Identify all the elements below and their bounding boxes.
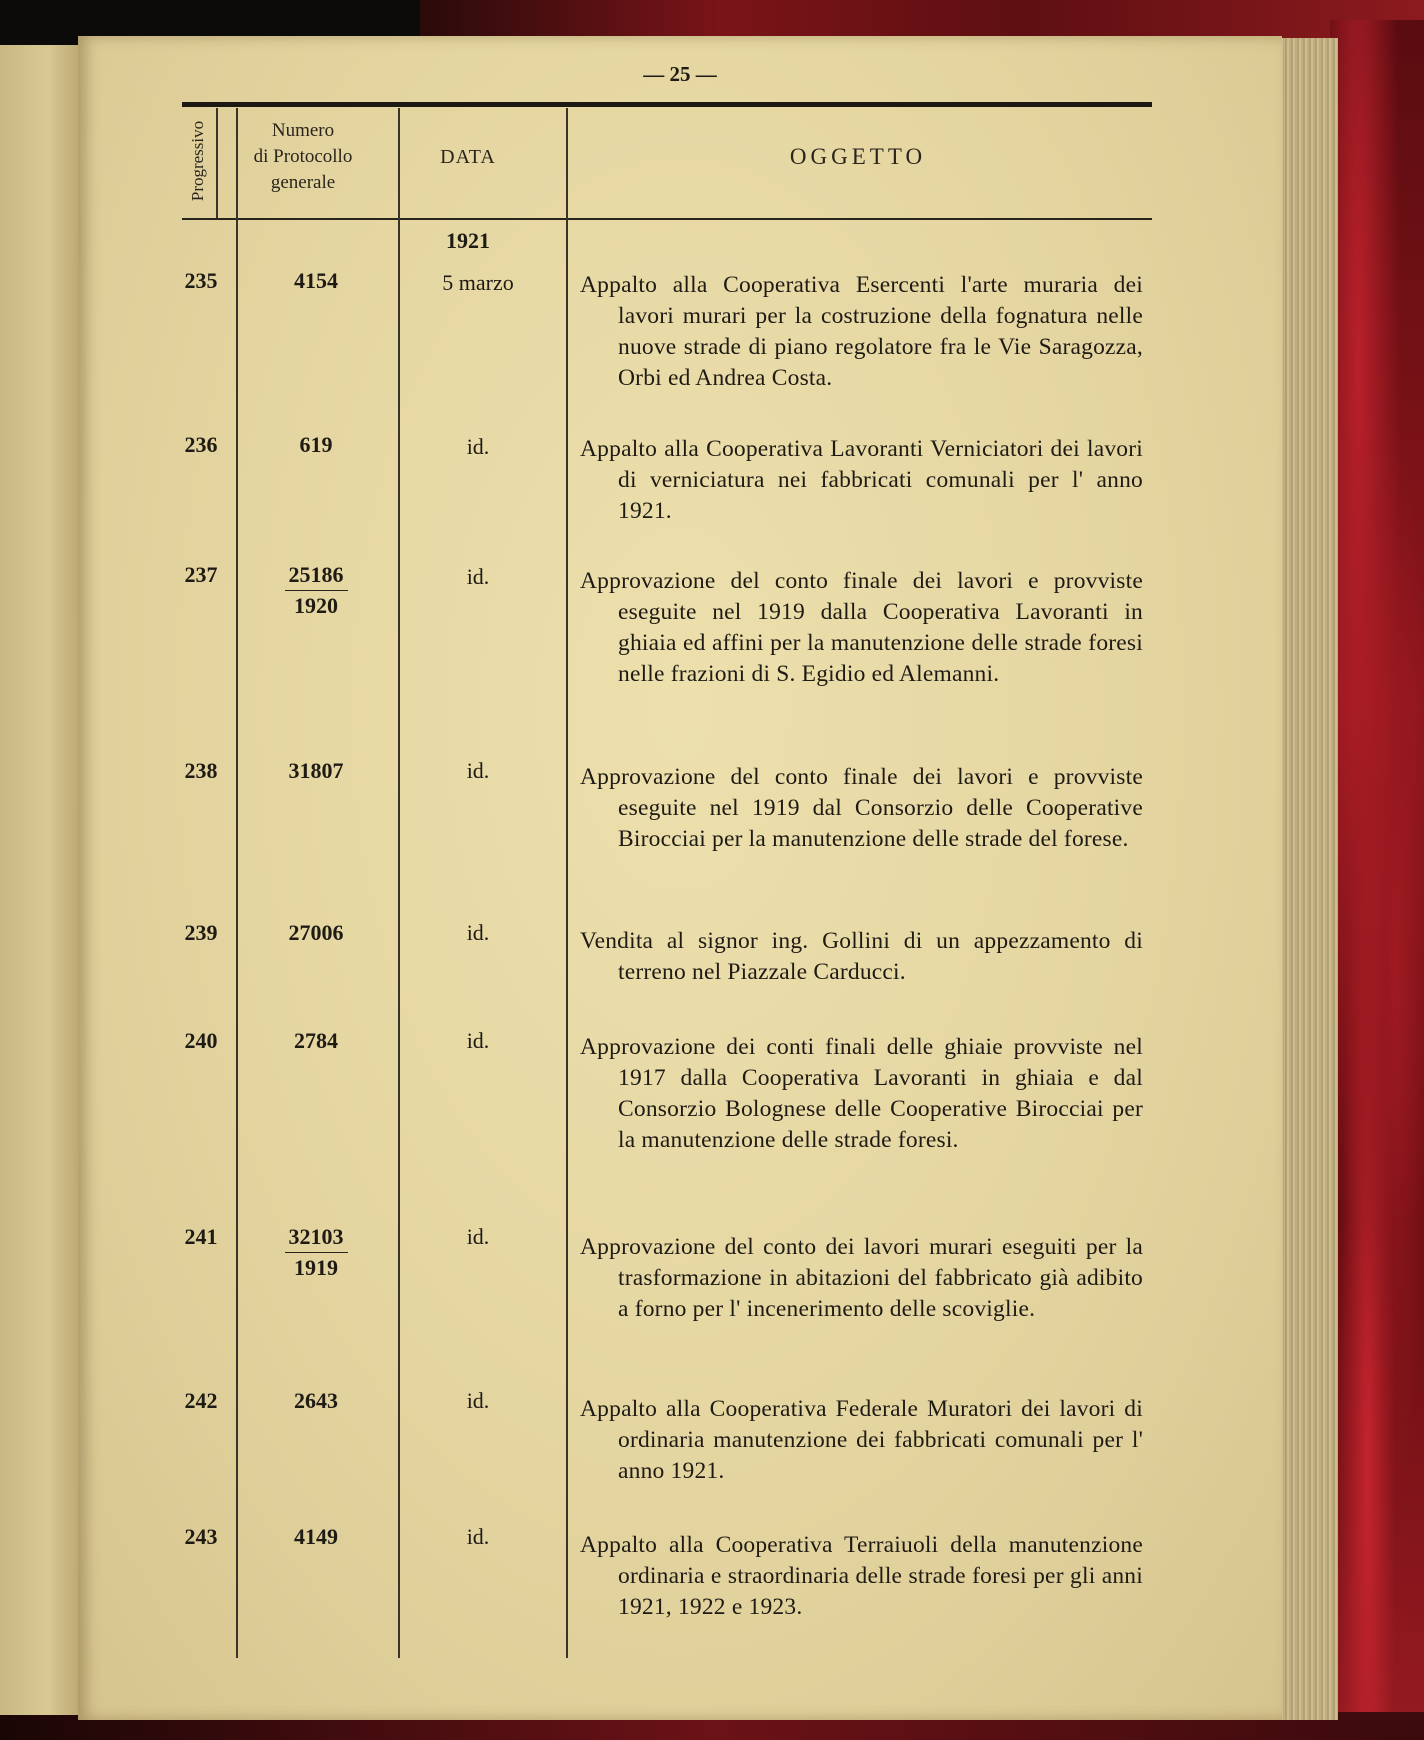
row-239-prog: 239 xyxy=(184,920,218,945)
row-239-oggetto: Vendita al signor ing. Gollini di un appezzamento di terreno nel Piazzale Carducci. xyxy=(580,928,1143,985)
column-divider xyxy=(236,108,238,1658)
row-242-prog: 242 xyxy=(184,1388,218,1413)
column-divider xyxy=(216,108,218,218)
row-237-prog: 237 xyxy=(184,562,218,587)
header-numero-line3: generale xyxy=(270,172,336,193)
row-239-num: 27006 xyxy=(288,920,344,945)
row-240-prog: 240 xyxy=(184,1028,218,1053)
header-numero-line2: di Protocollo xyxy=(253,146,353,167)
row-238-num: 31807 xyxy=(288,758,344,783)
row-242-num: 2643 xyxy=(294,1388,338,1413)
row-235-oggetto: Appalto alla Cooperativa Esercenti l'arte muraria dei lavori murari per la costruzione della fognatura nelle nuove strade di piano regolatore fra le Vie Saragozza, Orbi ed Andrea Costa. xyxy=(580,272,1143,391)
row-237-data: id. xyxy=(466,564,490,589)
column-divider xyxy=(566,108,568,1658)
row-240-num: 2784 xyxy=(294,1028,338,1053)
header-top-rule xyxy=(182,102,1152,107)
header-bottom-rule xyxy=(182,218,1152,220)
row-239-data: id. xyxy=(466,920,490,945)
header-numero-protocollo xyxy=(228,118,378,196)
header-progressivo-label: Progressivo xyxy=(188,120,207,202)
header-data: DATA xyxy=(440,146,496,168)
row-237-oggetto: Approvazione del conto finale dei lavori e provviste eseguite nel 1919 dalla Cooperativa Lavoranti in ghiaia ed affini per la manutenzione delle strade foresi nelle frazioni di S. Egidio ed Alemanni. xyxy=(580,568,1143,687)
row-236-prog: 236 xyxy=(184,432,218,457)
row-241-num xyxy=(256,1224,376,1281)
row-241-num-value: 32103 xyxy=(285,1224,348,1253)
row-237-num-year: 1920 xyxy=(294,593,338,618)
row-237-num xyxy=(256,562,376,619)
row-241-prog: 241 xyxy=(184,1224,218,1249)
header-progressivo xyxy=(178,106,218,216)
row-240-data: id. xyxy=(466,1028,490,1053)
page-edges xyxy=(1278,38,1338,1720)
row-241-num-year: 1919 xyxy=(294,1255,338,1280)
row-243-data: id. xyxy=(466,1524,490,1549)
row-235-num: 4154 xyxy=(294,268,338,293)
header-oggetto: OGGETTO xyxy=(789,144,927,169)
row-236-oggetto: Appalto alla Cooperativa Lavoranti Verniciatori dei lavori di verniciatura nei fabbricati comunali per l' anno 1921. xyxy=(580,436,1143,524)
row-235-prog: 235 xyxy=(184,268,218,293)
document-page xyxy=(78,36,1282,1720)
row-235-data: 5 marzo xyxy=(442,270,514,295)
header-numero-line1: Numero xyxy=(271,120,335,141)
row-237-num-value: 25186 xyxy=(285,562,348,591)
row-241-data: id. xyxy=(466,1224,490,1249)
row-238-prog: 238 xyxy=(184,758,218,783)
row-242-data: id. xyxy=(466,1388,490,1413)
row-238-oggetto: Approvazione del conto finale dei lavori e provviste eseguite nel 1919 dal Consorzio delle Cooperative Birocciai per la manutenzione delle strade del forese. xyxy=(580,764,1143,852)
row-236-data: id. xyxy=(466,434,490,459)
page-number: — 25 — xyxy=(643,62,717,86)
row-243-prog: 243 xyxy=(184,1524,218,1549)
column-divider xyxy=(398,108,400,1658)
row-240-oggetto: Approvazione dei conti finali delle ghiaie provviste nel 1917 dalla Cooperativa Lavoranti in ghiaia e dal Consorzio Bolognese delle Cooperative Birocciai per la manutenzione delle strade foresi. xyxy=(580,1034,1143,1153)
facing-page-edge xyxy=(0,45,80,1715)
year-heading: 1921 xyxy=(446,228,490,253)
row-241-oggetto: Approvazione del conto dei lavori murari eseguiti per la trasformazione in abitazioni del fabbricato già adibito a forno per l' incenerimento delle scoviglie. xyxy=(580,1234,1143,1322)
row-238-data: id. xyxy=(466,758,490,783)
row-243-oggetto: Appalto alla Cooperativa Terraiuoli della manutenzione ordinaria e straordinaria delle strade foresi per gli anni 1921, 1922 e 1923. xyxy=(580,1532,1143,1620)
row-236-num: 619 xyxy=(299,432,333,457)
row-243-num: 4149 xyxy=(294,1524,338,1549)
book-cover-right xyxy=(1330,20,1424,1730)
row-242-oggetto: Appalto alla Cooperativa Federale Muratori dei lavori di ordinaria manutenzione dei fabbricati comunali per l' anno 1921. xyxy=(580,1396,1143,1484)
